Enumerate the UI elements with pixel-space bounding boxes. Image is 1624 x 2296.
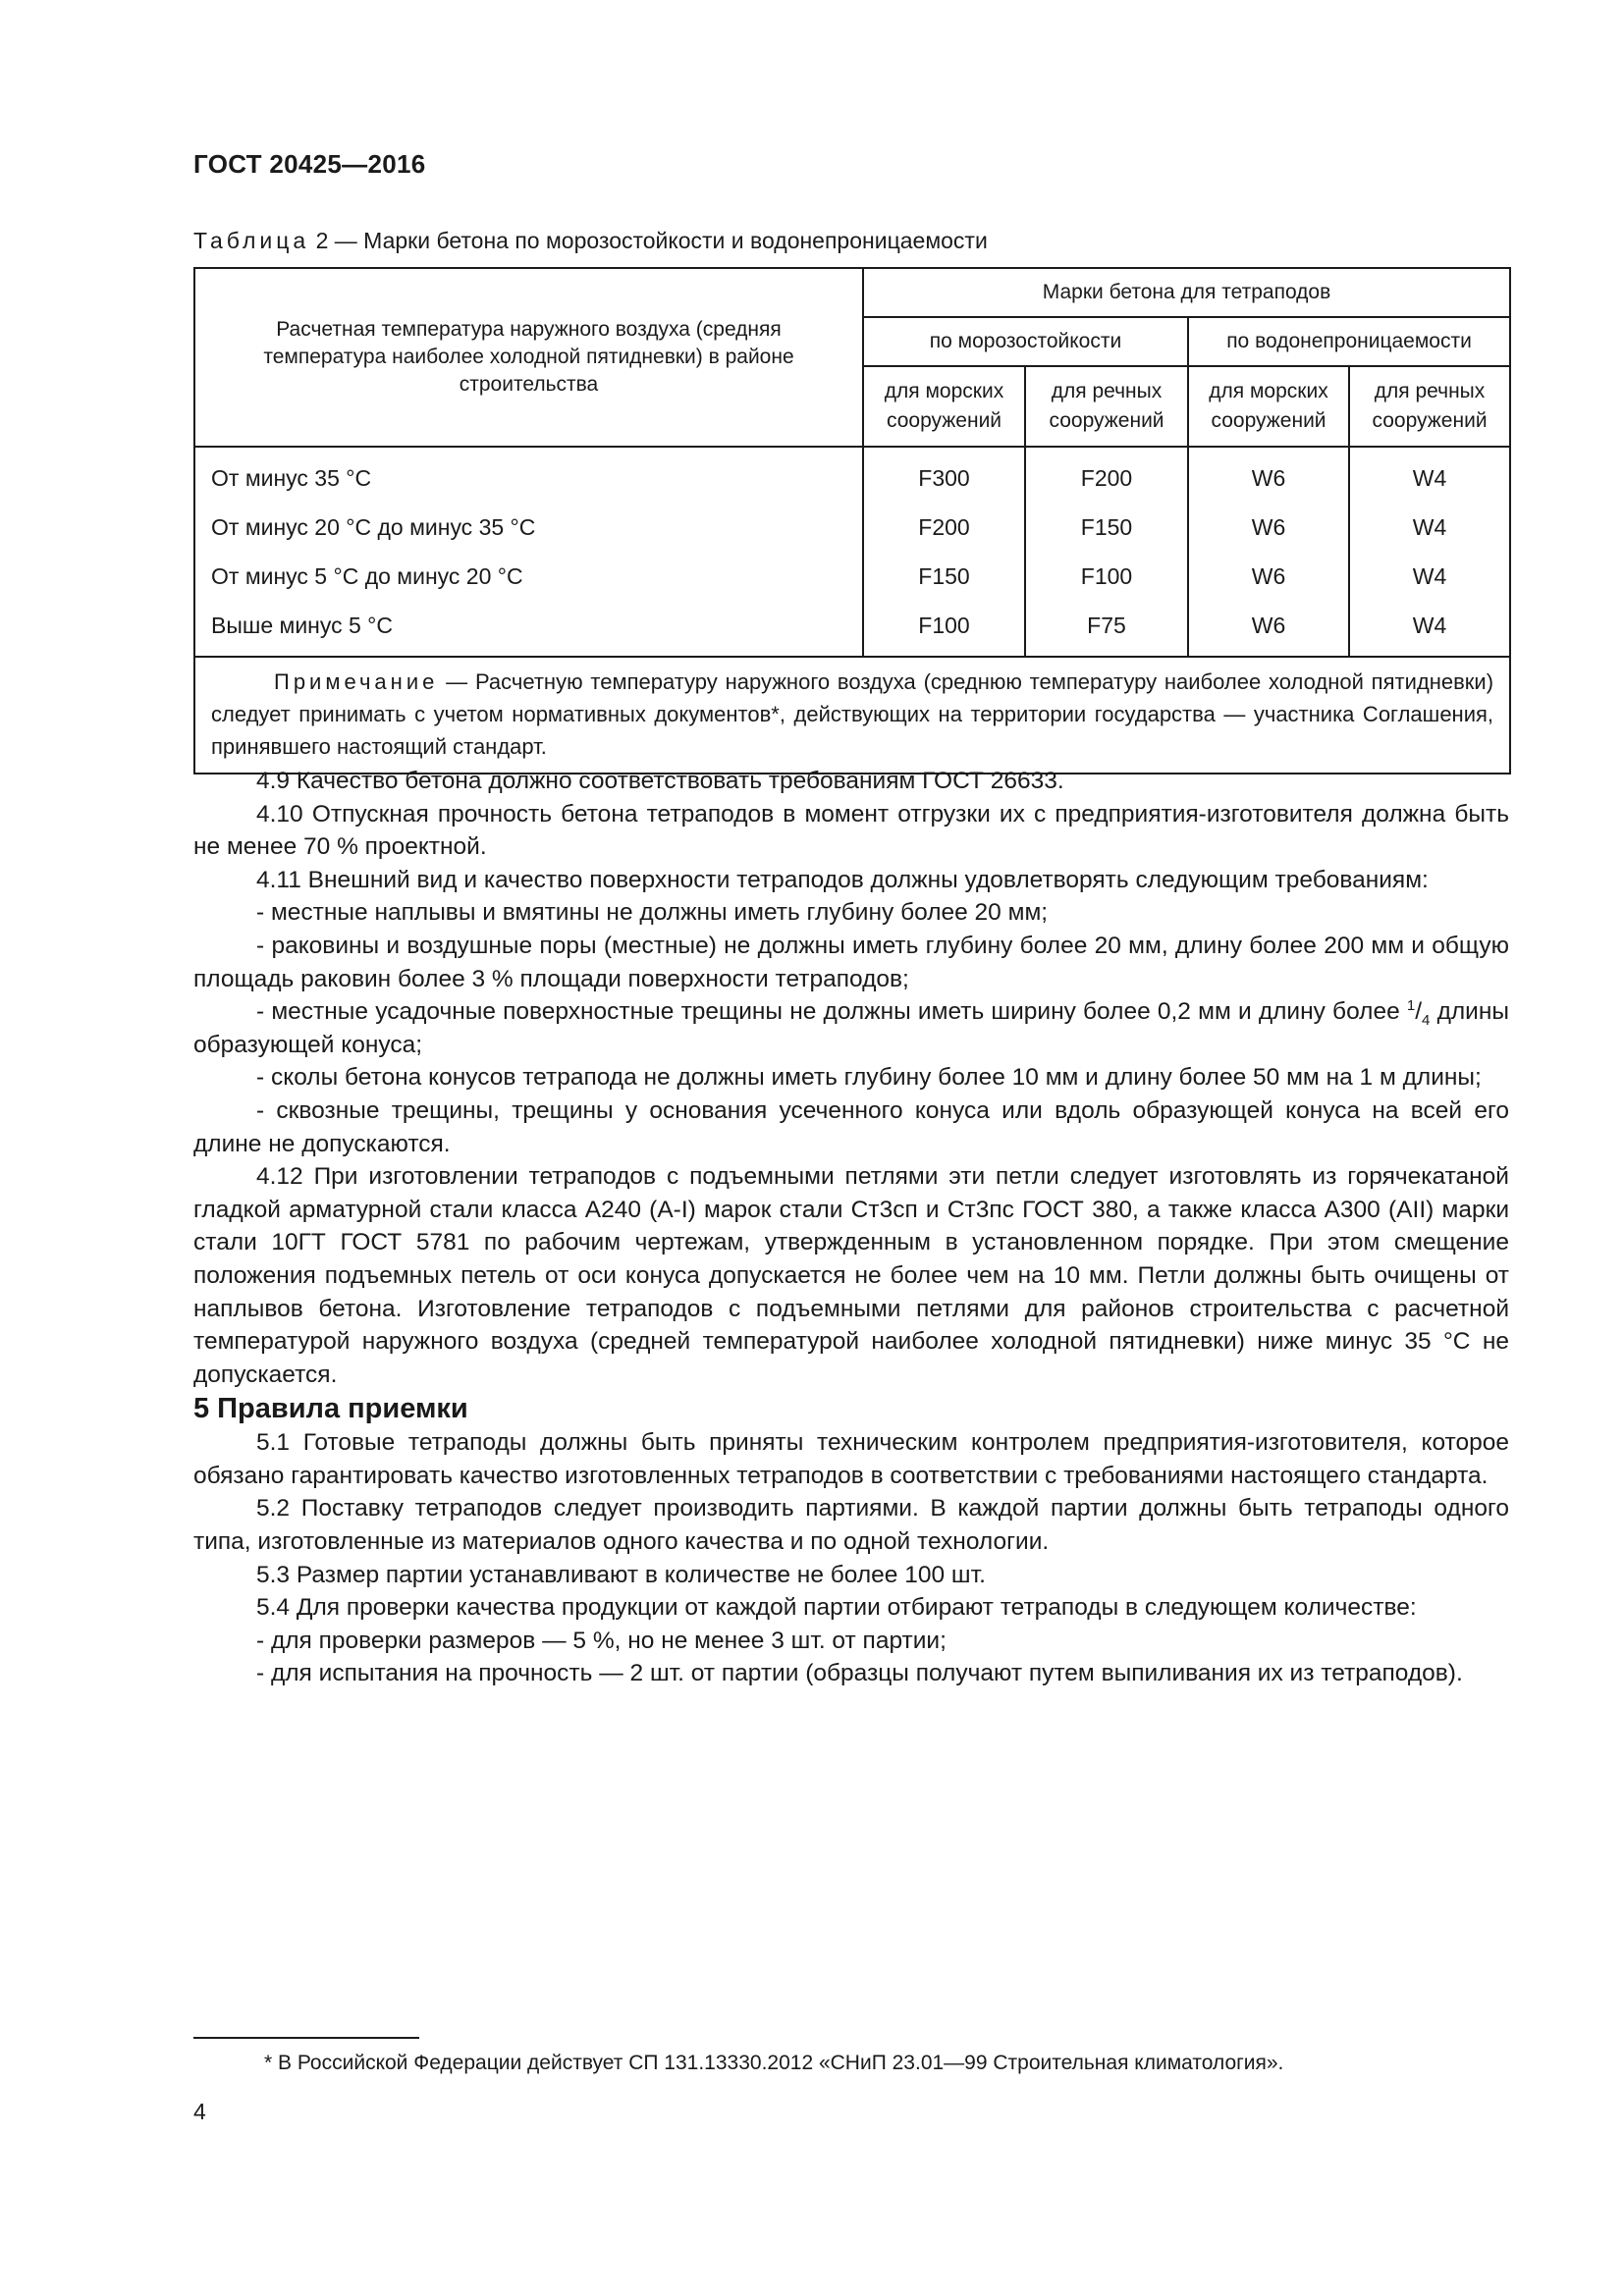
cell-frost-sea: F200 bbox=[863, 503, 1025, 552]
document-header: ГОСТ 20425—2016 bbox=[193, 149, 426, 179]
fraction-numerator: 1 bbox=[1406, 997, 1416, 1014]
list-item: - для испытания на прочность — 2 шт. от партии (образцы получают путем выпиливания их из тетраподов). bbox=[256, 1660, 1463, 1687]
body-text bbox=[193, 765, 1509, 1690]
concrete-grades-table bbox=[193, 267, 1511, 774]
list-item: - местные усадочные поверхностные трещины не должны иметь ширину более 0,2 мм и длину более $^1/_4$ длины образующей конуса; bbox=[193, 997, 1509, 1058]
table-row bbox=[194, 552, 1510, 601]
cell-water-sea: W6 bbox=[1188, 503, 1349, 552]
cell-frost-sea: F300 bbox=[863, 447, 1025, 503]
header-frost-sea: для морских сооружений bbox=[863, 366, 1025, 447]
header-frost: по морозостойкости bbox=[863, 317, 1188, 366]
table-row bbox=[194, 447, 1510, 503]
list-item: - для проверки размеров — 5 %, но не менее 3 шт. от партии; bbox=[256, 1627, 947, 1654]
cell-frost-river: F100 bbox=[1025, 552, 1188, 601]
paragraph-4-11: 4.11 Внешний вид и качество поверхности тетраподов должны удовлетворять следующим требованиям: bbox=[256, 866, 1429, 893]
list-item: - раковины и воздушные поры (местные) не должны иметь глубину более 20 мм, длину более 200 мм и общую площадь раковин более 3 % площади поверхности тетраподов; bbox=[193, 932, 1509, 992]
note-text: — Расчетную температуру наружного воздуха (среднюю температуру наиболее холодной пятидневки) следует принимать с учетом нормативных документов*, действующих на территории государства — участника Соглашения, принявшего настоящий стандарт. bbox=[211, 669, 1494, 759]
header-frost-river: для речных сооружений bbox=[1025, 366, 1188, 447]
table-note bbox=[194, 657, 1510, 774]
cell-water-river: W4 bbox=[1349, 601, 1510, 657]
paragraph-5-2: 5.2 Поставку тетраподов следует производить партиями. В каждой партии должны быть тетраподы одного типа, изготовленные из материалов одного качества и по одной технологии. bbox=[193, 1495, 1509, 1556]
table-row bbox=[194, 601, 1510, 657]
row-label: От минус 20 °С до минус 35 °С bbox=[194, 503, 863, 552]
paragraph-5-3: 5.3 Размер партии устанавливают в количестве не более 100 шт. bbox=[256, 1561, 986, 1588]
header-water-river: для речных сооружений bbox=[1349, 366, 1510, 447]
paragraph-4-12: 4.12 При изготовлении тетраподов с подъемными петлями эти петли следует изготовлять из горячекатаной гладкой арматурной стали класса А240 (А-I) марок стали Ст3сп и Ст3пс ГОСТ 380, а также класса А300 (AII) марки стали 10ГТ ГОСТ 5781 по рабочим чертежам, утвержденным в установленном порядке. При этом смещение положения подъемных петель от оси конуса допускается не более чем на 10 мм. Петли должны быть очищены от наплывов бетона. Изготовление тетраподов с подъемными петлями для районов строительства с расчетной температурой наружного воздуха (средней температурой наиболее холодной пятидневки) ниже минус 35 °С не допускается. bbox=[193, 1163, 1509, 1388]
list-item-text: - местные усадочные поверхностные трещины не должны иметь ширину более 0,2 мм и длину более bbox=[256, 998, 1407, 1026]
cell-frost-river: F75 bbox=[1025, 601, 1188, 657]
header-temperature: Расчетная температура наружного воздуха (средняя температура наиболее холодной пятидневки) в районе строительства bbox=[194, 268, 863, 447]
header-water: по водонепроницаемости bbox=[1188, 317, 1510, 366]
table-note-row bbox=[194, 657, 1510, 774]
section-5-title: 5 Правила приемки bbox=[193, 1393, 468, 1425]
cell-frost-sea: F100 bbox=[863, 601, 1025, 657]
list-item-text: длины образующей конуса; bbox=[193, 998, 1509, 1058]
cell-frost-sea: F150 bbox=[863, 552, 1025, 601]
footnote: * В Российской Федерации действует СП 131.13330.2012 «СНиП 23.01—99 Строительная климатология». bbox=[264, 2052, 1284, 2074]
table-caption bbox=[193, 228, 988, 254]
fraction-denominator: 4 bbox=[1422, 1012, 1431, 1030]
row-label: От минус 35 °С bbox=[194, 447, 863, 503]
cell-water-river: W4 bbox=[1349, 503, 1510, 552]
table-caption-prefix: Таблица bbox=[193, 228, 310, 253]
header-concrete-marks: Марки бетона для тетраподов bbox=[863, 268, 1510, 317]
cell-water-river: W4 bbox=[1349, 552, 1510, 601]
row-label: Выше минус 5 °С bbox=[194, 601, 863, 657]
paragraph-5-4: 5.4 Для проверки качества продукции от каждой партии отбирают тетраподы в следующем количестве: bbox=[256, 1594, 1417, 1622]
table-caption-text: 2 — Марки бетона по морозостойкости и водонепроницаемости bbox=[309, 228, 988, 253]
note-prefix: Примечание bbox=[274, 669, 439, 694]
cell-water-river: W4 bbox=[1349, 447, 1510, 503]
table-row bbox=[194, 503, 1510, 552]
list-item: - местные наплывы и вмятины не должны иметь глубину более 20 мм; bbox=[256, 899, 1049, 927]
paragraph-4-9: 4.9 Качество бетона должно соответствовать требованиям ГОСТ 26633. bbox=[256, 768, 1064, 794]
footnote-divider bbox=[193, 2037, 419, 2039]
row-label: От минус 5 °С до минус 20 °С bbox=[194, 552, 863, 601]
header-water-sea: для морских сооружений bbox=[1188, 366, 1349, 447]
list-item: - сколы бетона конусов тетрапода не должны иметь глубину более 10 мм и длину более 50 мм на 1 м длины; bbox=[256, 1064, 1482, 1092]
list-item: - сквозные трещины, трещины у основания усеченного конуса или вдоль образующей конуса на всей его длине не допускаются. bbox=[193, 1096, 1509, 1157]
cell-water-sea: W6 bbox=[1188, 447, 1349, 503]
paragraph-4-10: 4.10 Отпускная прочность бетона тетраподов в момент отгрузки их с предприятия-изготовителя должна быть не менее 70 % проектной. bbox=[193, 800, 1509, 861]
cell-water-sea: W6 bbox=[1188, 552, 1349, 601]
cell-frost-river: F150 bbox=[1025, 503, 1188, 552]
paragraph-5-1: 5.1 Готовые тетраподы должны быть приняты техническим контролем предприятия-изготовителя, которое обязано гарантировать качество изготовленных тетраподов в соответствии с требованиями настоящего стандарта. bbox=[193, 1429, 1509, 1489]
cell-frost-river: F200 bbox=[1025, 447, 1188, 503]
cell-water-sea: W6 bbox=[1188, 601, 1349, 657]
page-number: 4 bbox=[193, 2099, 206, 2124]
